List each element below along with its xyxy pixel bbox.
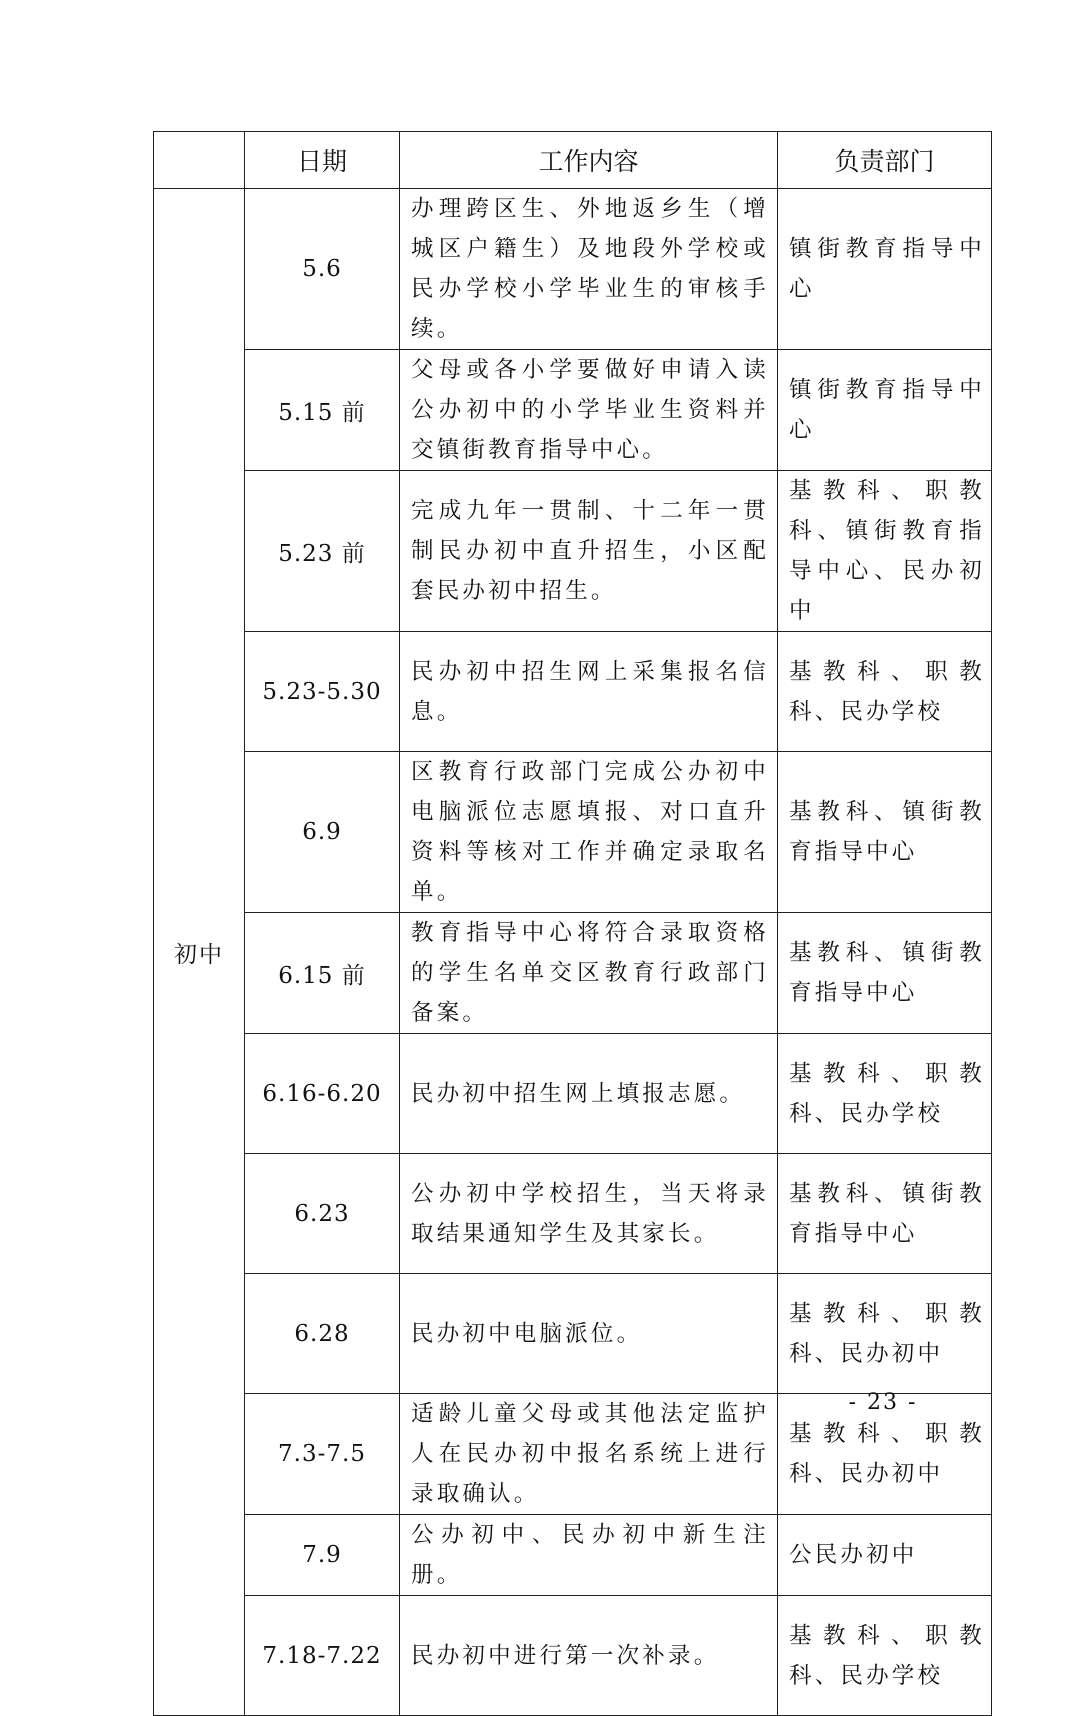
- table-row: [154, 471, 992, 632]
- content-cell: 适龄儿童父母或其他法定监护人在民办初中报名系统上进行录取确认。: [400, 1394, 778, 1515]
- table-row: [154, 1034, 992, 1154]
- content-cell: 教育指导中心将符合录取资格的学生名单交区教育行政部门备案。: [400, 913, 778, 1034]
- content-cell: 办理跨区生、外地返乡生（增城区户籍生）及地段外学校或民办学校小学毕业生的审核手续。: [400, 189, 778, 350]
- date-cell: 6.28: [245, 1274, 400, 1394]
- content-cell: 民办初中招生网上填报志愿。: [400, 1034, 778, 1154]
- header-content: 工作内容: [400, 132, 778, 189]
- enrollment-schedule-table: [153, 131, 992, 1716]
- department-cell: 基教科、镇街教育指导中心: [778, 752, 992, 913]
- department-cell: 基教科、职教科、民办初中: [778, 1274, 992, 1394]
- table-row: [154, 189, 992, 350]
- content-cell: 民办初中进行第一次补录。: [400, 1596, 778, 1716]
- content-cell: 父母或各小学要做好申请入读公办初中的小学毕业生资料并交镇街教育指导中心。: [400, 350, 778, 471]
- content-cell: 公办初中学校招生，当天将录取结果通知学生及其家长。: [400, 1154, 778, 1274]
- table-row: [154, 1274, 992, 1394]
- department-cell: 基教科、职教科、民办学校: [778, 632, 992, 752]
- date-cell: 5.23 前: [245, 471, 400, 632]
- content-cell: 民办初中电脑派位。: [400, 1274, 778, 1394]
- content-cell: 区教育行政部门完成公办初中电脑派位志愿填报、对口直升资料等核对工作并确定录取名单。: [400, 752, 778, 913]
- content-cell: 公办初中、民办初中新生注册。: [400, 1515, 778, 1596]
- table-row: [154, 913, 992, 1034]
- table-row: [154, 350, 992, 471]
- department-cell: 镇街教育指导中心: [778, 189, 992, 350]
- table-row: [154, 1515, 992, 1596]
- table-row: [154, 752, 992, 913]
- date-cell: 7.18-7.22: [245, 1596, 400, 1716]
- content-cell: 完成九年一贯制、十二年一贯制民办初中直升招生，小区配套民办初中招生。: [400, 471, 778, 632]
- date-cell: 6.9: [245, 752, 400, 913]
- date-cell: 5.15 前: [245, 350, 400, 471]
- date-cell: 5.6: [245, 189, 400, 350]
- table-row: [154, 1596, 992, 1716]
- date-cell: 6.23: [245, 1154, 400, 1274]
- page-number: - 23 -: [848, 1390, 918, 1415]
- department-cell: 基教科、镇街教育指导中心: [778, 913, 992, 1034]
- date-cell: 5.23-5.30: [245, 632, 400, 752]
- department-cell: 基教科、职教科、民办初中: [778, 1394, 992, 1515]
- category-cell: 初中: [154, 189, 245, 1716]
- date-cell: 7.9: [245, 1515, 400, 1596]
- department-cell: 基教科、职教科、民办学校: [778, 1596, 992, 1716]
- department-cell: 公民办初中: [778, 1515, 992, 1596]
- department-cell: 基教科、职教科、镇街教育指导中心、民办初中: [778, 471, 992, 632]
- table-row: [154, 1154, 992, 1274]
- department-cell: 镇街教育指导中心: [778, 350, 992, 471]
- table-row: [154, 632, 992, 752]
- date-cell: 6.16-6.20: [245, 1034, 400, 1154]
- department-cell: 基教科、职教科、民办学校: [778, 1034, 992, 1154]
- header-department: 负责部门: [778, 132, 992, 189]
- department-cell: 基教科、镇街教育指导中心: [778, 1154, 992, 1274]
- header-date: 日期: [245, 132, 400, 189]
- content-cell: 民办初中招生网上采集报名信息。: [400, 632, 778, 752]
- date-cell: 6.15 前: [245, 913, 400, 1034]
- table-header-row: [154, 132, 992, 189]
- header-category: [154, 132, 245, 189]
- date-cell: 7.3-7.5: [245, 1394, 400, 1515]
